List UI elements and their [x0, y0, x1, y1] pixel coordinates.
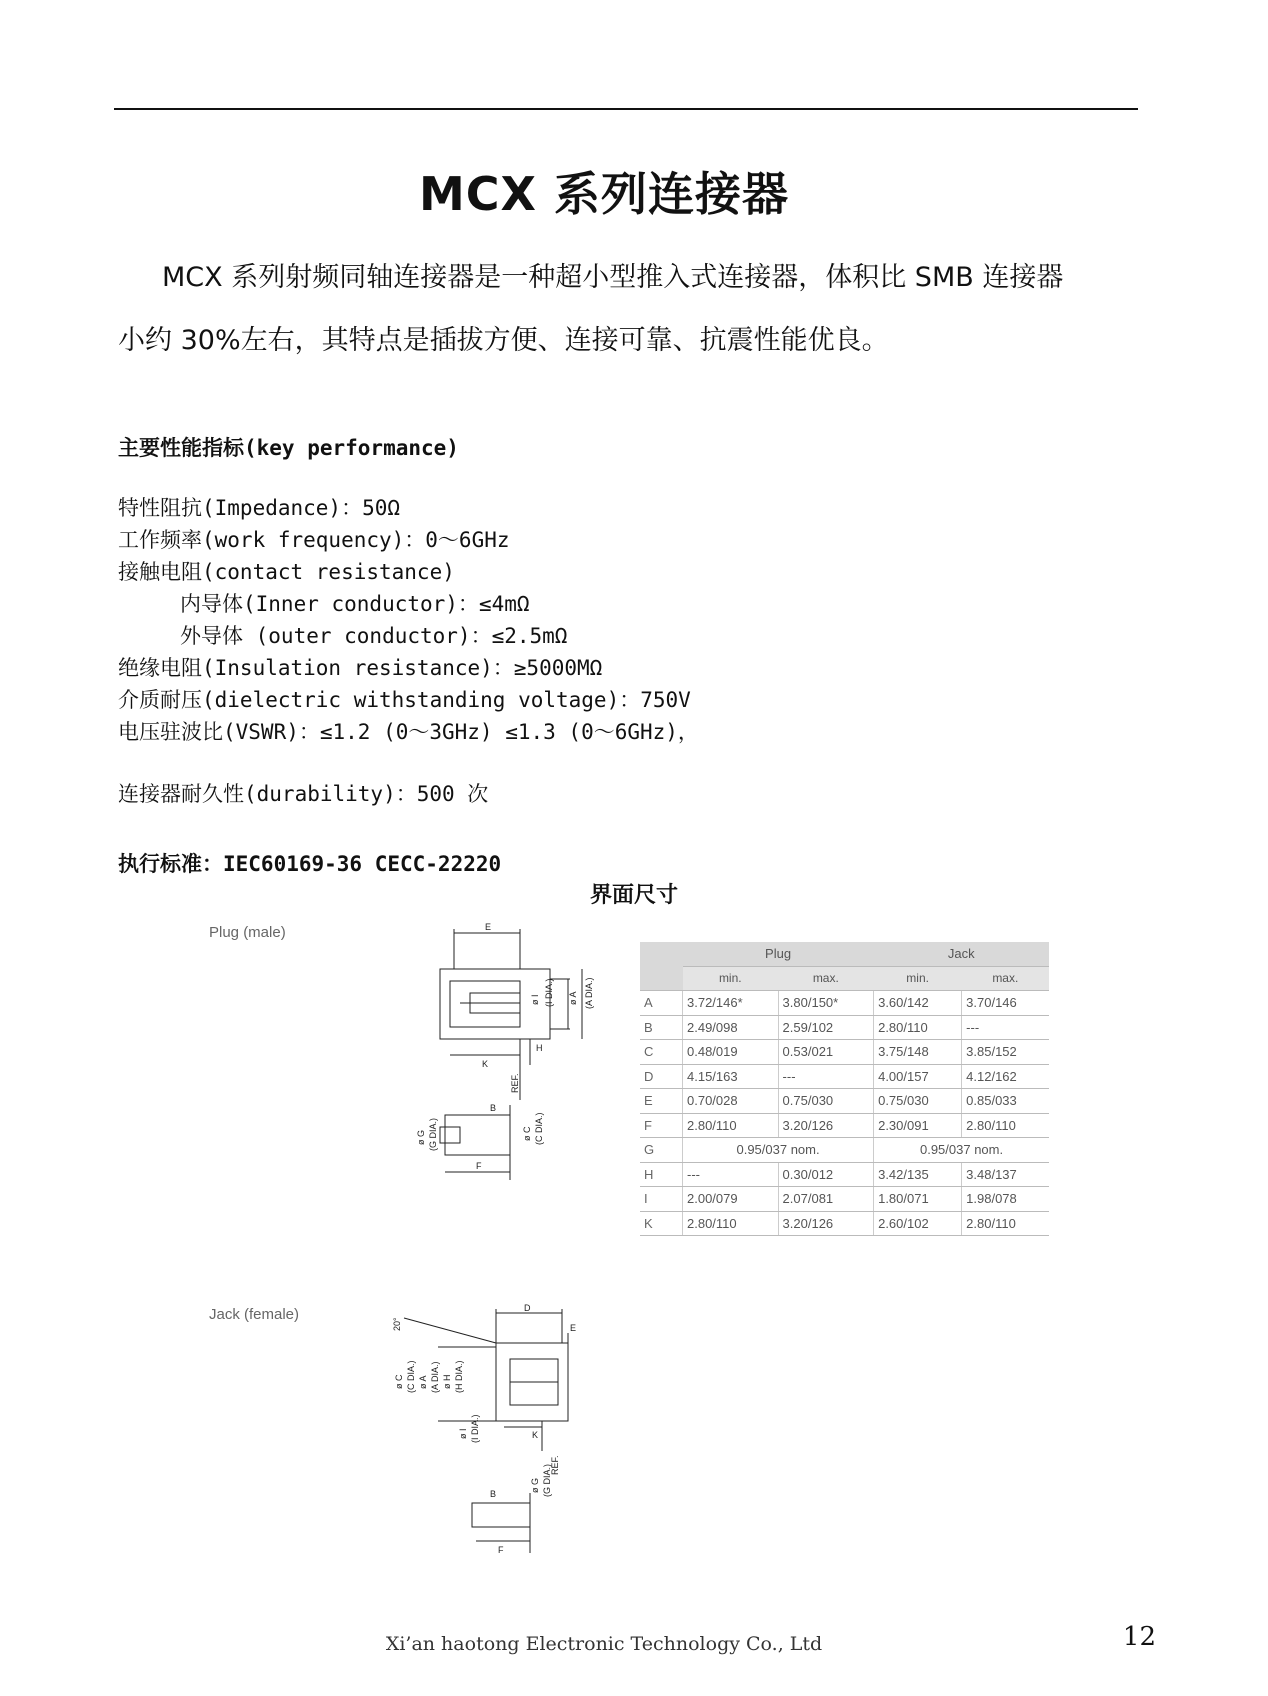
row-label: I: [640, 1187, 683, 1212]
spec-dielectric: 介质耐压(dielectric withstanding voltage)：750V: [118, 688, 691, 712]
table-row: [640, 1064, 1049, 1089]
table-cell: 2.80/110: [683, 1211, 779, 1236]
subheader-jack-max: max.: [962, 966, 1049, 991]
dimensions-table: [640, 942, 1049, 1236]
jack-label-i-dia: (I DIA.): [470, 1414, 480, 1443]
table-row: [640, 1015, 1049, 1040]
jack-label-a: ø A: [418, 1375, 428, 1389]
plug-label-k: K: [482, 1059, 489, 1069]
plug-label-f: F: [476, 1161, 482, 1171]
spec-list: [118, 492, 699, 810]
table-cell: 3.85/152: [962, 1040, 1049, 1065]
jack-label-g: ø G: [530, 1478, 540, 1493]
table-cell: 0.53/021: [778, 1040, 874, 1065]
table-corner: [640, 942, 683, 991]
standard-line: 执行标准：IEC60169-36 CECC-22220: [118, 852, 502, 876]
jack-label-h-dia: (H DIA.): [454, 1360, 464, 1393]
table-cell-span: 0.95/037 nom.: [683, 1138, 874, 1163]
table-cell: 2.49/098: [683, 1015, 779, 1040]
plug-label-g: ø G: [416, 1130, 426, 1145]
plug-caption: Plug (male): [209, 924, 286, 941]
plug-label-a-dia: (A DIA.): [584, 977, 594, 1009]
jack-label-f: F: [498, 1545, 504, 1555]
subheader-jack-min: min.: [874, 966, 962, 991]
subheader-plug-min: min.: [683, 966, 779, 991]
header-plug: Plug: [683, 942, 874, 966]
table-cell: 2.30/091: [874, 1113, 962, 1138]
jack-label-i: ø I: [458, 1428, 468, 1439]
plug-label-a: ø A: [568, 991, 578, 1005]
table-row: [640, 1162, 1049, 1187]
table-row: [640, 1211, 1049, 1236]
table-row: [640, 1089, 1049, 1114]
table-cell: 3.20/126: [778, 1211, 874, 1236]
jack-label-k: K: [532, 1430, 539, 1440]
header-rule: [114, 108, 1138, 110]
plug-label-g-dia: (G DIA.): [428, 1118, 438, 1151]
table-row: [640, 1187, 1049, 1212]
table-cell: 4.15/163: [683, 1064, 779, 1089]
table-cell: 2.60/102: [874, 1211, 962, 1236]
plug-label-b: B: [490, 1103, 497, 1113]
table-cell: 3.48/137: [962, 1162, 1049, 1187]
interface-title: 界面尺寸: [589, 883, 678, 908]
jack-caption: Jack (female): [209, 1306, 300, 1323]
jack-label-angle: 20°: [392, 1317, 402, 1331]
jack-label-ref: REF.: [550, 1455, 560, 1475]
spec-insulation: 绝缘电阻(Insulation resistance)：≥5000MΩ: [118, 656, 603, 680]
intro-line-1: MCX 系列射频同轴连接器是一种超小型推入式连接器，体积比 SMB 连接器: [162, 262, 1064, 293]
table-row: [640, 991, 1049, 1016]
row-label: C: [640, 1040, 683, 1065]
jack-label-g-dia: (G DIA.): [542, 1464, 552, 1497]
table-row: [640, 1113, 1049, 1138]
plug-label-i: ø I: [530, 994, 540, 1005]
spec-durability: 连接器耐久性(durability)：500 次: [118, 782, 489, 806]
plug-label-h: H: [536, 1043, 543, 1053]
jack-label-c-dia: (C DIA.): [406, 1360, 416, 1393]
plug-label-e: E: [485, 922, 492, 932]
footer-company: Xi’an haotong Electronic Technology Co., Ltd: [385, 1633, 823, 1655]
spec-vswr: 电压驻波比(VSWR)：≤1.2 (0～3GHz) ≤1.3 (0～6GHz)，: [118, 720, 699, 744]
row-label: G: [640, 1138, 683, 1163]
table-cell-span: 0.95/037 nom.: [874, 1138, 1049, 1163]
table-cell: ---: [778, 1064, 874, 1089]
plug-label-c: ø C: [522, 1126, 532, 1141]
table-cell: 1.80/071: [874, 1187, 962, 1212]
table-row: [640, 1138, 1049, 1163]
jack-drawing: [392, 1303, 622, 1559]
table-cell: 3.20/126: [778, 1113, 874, 1138]
plug-drawing: [416, 922, 600, 1195]
jack-label-h: ø H: [442, 1374, 452, 1389]
jack-label-b: B: [490, 1489, 497, 1499]
table-cell: 3.72/146*: [683, 991, 779, 1016]
table-cell: 2.80/110: [874, 1015, 962, 1040]
row-label: D: [640, 1064, 683, 1089]
jack-label-d: D: [524, 1303, 531, 1313]
table-cell: 0.30/012: [778, 1162, 874, 1187]
table-cell: 3.80/150*: [778, 991, 874, 1016]
jack-label-c: ø C: [394, 1374, 404, 1389]
table-row: [640, 1040, 1049, 1065]
table-cell: 0.48/019: [683, 1040, 779, 1065]
spec-frequency: 工作频率(work frequency)：0～6GHz: [118, 528, 510, 552]
table-cell: 0.75/030: [778, 1089, 874, 1114]
table-cell: ---: [683, 1162, 779, 1187]
subheader-plug-max: max.: [778, 966, 874, 991]
table-cell: 0.85/033: [962, 1089, 1049, 1114]
table-cell: 3.42/135: [874, 1162, 962, 1187]
table-cell: 3.70/146: [962, 991, 1049, 1016]
table-cell: 4.12/162: [962, 1064, 1049, 1089]
spec-outer-conductor: 外导体 (outer conductor)：≤2.5mΩ: [180, 624, 568, 648]
row-label: A: [640, 991, 683, 1016]
table-cell: ---: [962, 1015, 1049, 1040]
performance-heading: 主要性能指标(key performance): [118, 436, 459, 460]
page-number: 12: [1122, 1622, 1156, 1652]
spec-gap: [118, 748, 699, 778]
row-label: H: [640, 1162, 683, 1187]
table-cell: 2.59/102: [778, 1015, 874, 1040]
page-title: MCX 系列连接器: [418, 167, 789, 221]
spec-inner-conductor: 内导体(Inner conductor)：≤4mΩ: [180, 592, 530, 616]
table-cell: 0.70/028: [683, 1089, 779, 1114]
header-jack: Jack: [874, 942, 1049, 966]
row-label: B: [640, 1015, 683, 1040]
table-cell: 3.75/148: [874, 1040, 962, 1065]
spec-contact-resistance: 接触电阻(contact resistance): [118, 560, 455, 584]
table-cell: 4.00/157: [874, 1064, 962, 1089]
table-cell: 2.80/110: [962, 1113, 1049, 1138]
table-cell: 2.07/081: [778, 1187, 874, 1212]
intro-line-2: 小约 30%左右，其特点是插拔方便、连接可靠、抗震性能优良。: [118, 325, 889, 356]
plug-label-c-dia: (C DIA.): [534, 1112, 544, 1145]
spec-impedance: 特性阻抗(Impedance)：50Ω: [118, 496, 401, 520]
table-cell: 0.75/030: [874, 1089, 962, 1114]
table-cell: 2.80/110: [962, 1211, 1049, 1236]
row-label: E: [640, 1089, 683, 1114]
table-cell: 3.60/142: [874, 991, 962, 1016]
table-cell: 2.80/110: [683, 1113, 779, 1138]
table-cell: 2.00/079: [683, 1187, 779, 1212]
row-label: F: [640, 1113, 683, 1138]
row-label: K: [640, 1211, 683, 1236]
table-cell: 1.98/078: [962, 1187, 1049, 1212]
jack-label-e: E: [570, 1323, 577, 1333]
plug-label-ref: REF.: [510, 1073, 520, 1093]
plug-label-i-dia: (I DIA.): [544, 978, 554, 1007]
jack-label-a-dia: (A DIA.): [430, 1361, 440, 1393]
